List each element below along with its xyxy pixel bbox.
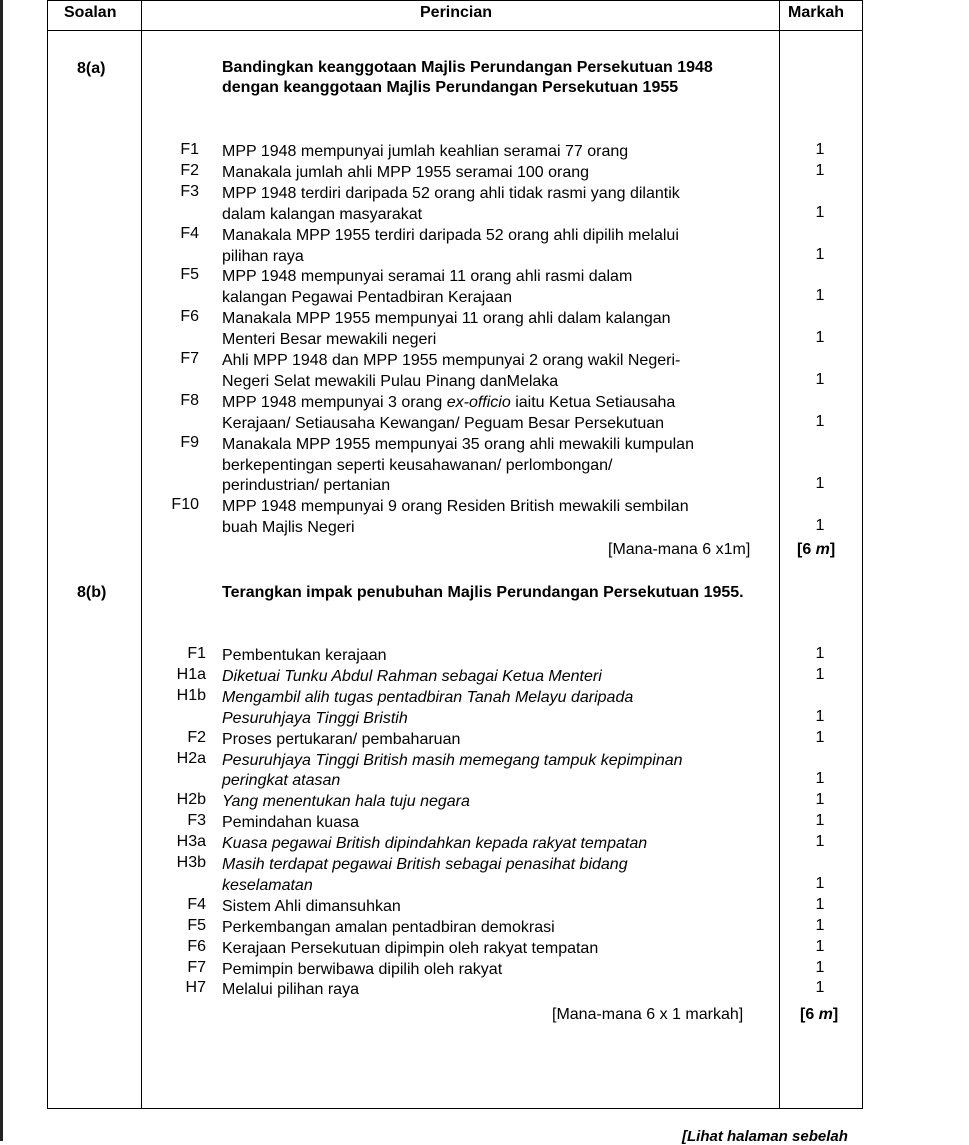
answer-8a-text: Manakala MPP 1955 terdiri daripada 52 orang ahli dipilih melalui bbox=[222, 226, 679, 244]
answer-8b-code: F7 bbox=[187, 958, 206, 976]
answer-8b-code: H3a bbox=[176, 833, 206, 851]
answer-8b-mark: 1 bbox=[815, 979, 825, 997]
answer-8b-code: F4 bbox=[187, 895, 206, 913]
table-top-border bbox=[47, 0, 862, 1]
answer-8a-code: F8 bbox=[180, 391, 199, 409]
answer-8a-text: Kerajaan/ Setiausaha Kewangan/ Peguam Besar Persekutuan bbox=[222, 414, 665, 432]
answer-8b-mark: 1 bbox=[815, 728, 825, 746]
answer-8a-mark: 1 bbox=[815, 475, 825, 493]
header-divider bbox=[47, 30, 862, 31]
answer-8a-mark: 1 bbox=[815, 245, 825, 263]
answer-8b-mark: 1 bbox=[815, 665, 825, 683]
answer-8a-mark: 1 bbox=[815, 161, 825, 179]
answer-8b-text: Melalui pilihan raya bbox=[222, 981, 359, 999]
answer-8b-code: H2b bbox=[176, 791, 206, 809]
answer-8b-mark: 1 bbox=[815, 791, 825, 809]
answer-8a-text: Negeri Selat mewakili Pulau Pinang danMelaka bbox=[222, 372, 559, 390]
answer-8b-mark: 1 bbox=[815, 958, 825, 976]
question-text-8b: Terangkan impak penubuhan Majlis Perundangan Persekutuan 1955. bbox=[222, 584, 744, 601]
answer-8b-text: Mengambil alih tugas pentadbiran Tanah Melayu daripada bbox=[222, 688, 634, 706]
answer-8b-text: Kerajaan Persekutuan dipimpin oleh rakyat tempatan bbox=[222, 939, 599, 957]
answer-8b-mark: 1 bbox=[815, 833, 825, 851]
answer-8b-text: Pemindahan kuasa bbox=[222, 814, 359, 832]
answer-8b-text: peringkat atasan bbox=[222, 772, 341, 790]
left-edge-bar bbox=[0, 0, 3, 1141]
answer-8b-mark: 1 bbox=[815, 937, 825, 955]
answer-8b-text: Diketuai Tunku Abdul Rahman sebagai Ketua Menteri bbox=[222, 667, 602, 685]
total-mark-8a: [6 m] bbox=[797, 541, 836, 558]
question-label-8b: 8(b) bbox=[77, 584, 107, 601]
answer-8a-mark: 1 bbox=[815, 517, 825, 535]
answer-8a-mark: 1 bbox=[815, 287, 825, 305]
answer-8b-mark: 1 bbox=[815, 770, 825, 788]
answer-8b-code: H3b bbox=[176, 854, 206, 871]
answer-8b-mark: 1 bbox=[815, 645, 825, 662]
answer-8a-text: pilihan raya bbox=[222, 247, 304, 265]
answer-8b-text: Yang menentukan hala tuju negara bbox=[222, 793, 470, 811]
answer-8a-text: MPP 1948 mempunyai 9 orang Residen British mewakili sembilan bbox=[222, 498, 689, 516]
answer-8a-text: MPP 1948 mempunyai jumlah keahlian seramai 77 orang bbox=[222, 143, 629, 160]
table-bottom-border bbox=[47, 1108, 862, 1109]
question-text-8a: Bandingkan keanggotaan Majlis Perundangan Persekutuan 1948 dengan keanggotaan Majlis Perundangan Persekutuan 1955 bbox=[222, 59, 713, 96]
table-left-border bbox=[47, 0, 48, 1109]
answer-8a-text: dalam kalangan masyarakat bbox=[222, 205, 423, 223]
answer-8a-code: F2 bbox=[180, 161, 199, 179]
answer-8a-mark: 1 bbox=[815, 412, 825, 430]
answer-8a-code: F5 bbox=[180, 266, 199, 284]
answer-8a-text: MPP 1948 mempunyai seramai 11 orang ahli rasmi dalam bbox=[222, 268, 633, 286]
answer-8a-mark: 1 bbox=[815, 370, 825, 388]
answer-8a-code: F6 bbox=[180, 308, 199, 326]
answer-8b-text: Pemimpin berwibawa dipilih oleh rakyat bbox=[222, 960, 503, 978]
answer-8a-mark: 1 bbox=[815, 141, 825, 158]
answer-8b-code: F5 bbox=[187, 916, 206, 934]
answer-8a-code: F4 bbox=[180, 224, 199, 242]
answer-8b-mark: 1 bbox=[815, 707, 825, 725]
answer-8b-code: F6 bbox=[187, 937, 206, 955]
answer-8a-code: F9 bbox=[180, 433, 199, 451]
answer-8a-code: F3 bbox=[180, 182, 199, 200]
answer-8b-text: Perkembangan amalan pentadbiran demokrasi bbox=[222, 918, 555, 936]
summary-8a: [Mana-mana 6 x1m] bbox=[608, 541, 751, 558]
answer-8a-mark: 1 bbox=[815, 329, 825, 347]
answer-8b-code: F3 bbox=[187, 812, 206, 830]
answer-8a-text: Manakala MPP 1955 mempunyai 11 orang ahli dalam kalangan bbox=[222, 310, 671, 328]
summary-8b: [Mana-mana 6 x 1 markah] bbox=[552, 1006, 744, 1023]
question-label-8a: 8(a) bbox=[77, 60, 106, 77]
answer-8a-text: perindustrian/ pertanian bbox=[222, 477, 391, 495]
answer-8a-code: F1 bbox=[180, 141, 199, 158]
column-divider-1 bbox=[141, 0, 142, 1109]
answer-8a-text: berkepentingan seperti keusahawanan/ perlombongan/ bbox=[222, 456, 613, 474]
table-right-border bbox=[862, 0, 863, 1109]
answer-8a-text: Ahli MPP 1948 dan MPP 1955 mempunyai 2 orang wakil Negeri- bbox=[222, 352, 681, 369]
answer-8a-code: F10 bbox=[171, 496, 199, 514]
answer-8a-text: MPP 1948 mempunyai 3 orang ex-officio iaitu Ketua Setiausaha bbox=[222, 393, 676, 411]
answer-8b-text: Pesuruhjaya Tinggi British masih memegang tampuk kepimpinan bbox=[222, 751, 683, 769]
answer-8b-code: F1 bbox=[187, 645, 206, 662]
answer-8b-text: Kuasa pegawai British dipindahkan kepada rakyat tempatan bbox=[222, 835, 648, 853]
answer-8b-mark: 1 bbox=[815, 874, 825, 892]
answer-8a-text: Manakala jumlah ahli MPP 1955 seramai 100 orang bbox=[222, 163, 590, 181]
answer-8a-text: MPP 1948 terdiri daripada 52 orang ahli tidak rasmi yang dilantik bbox=[222, 184, 680, 202]
header-soalan: Soalan bbox=[64, 4, 117, 21]
answer-8b-code: H1a bbox=[176, 665, 206, 683]
answer-8a-text: Manakala MPP 1955 mempunyai 35 orang ahli mewakili kumpulan bbox=[222, 435, 694, 453]
answer-8b-code: H2a bbox=[176, 749, 206, 767]
column-divider-2 bbox=[779, 0, 780, 1109]
answer-8b-mark: 1 bbox=[815, 895, 825, 913]
answer-8b-text: keselamatan bbox=[222, 876, 313, 894]
answer-8a-text: kalangan Pegawai Pentadbiran Kerajaan bbox=[222, 289, 512, 307]
answer-8b-text: Pembentukan kerajaan bbox=[222, 647, 387, 664]
answer-8a-code: F7 bbox=[180, 350, 199, 367]
answer-8a-text: Menteri Besar mewakili negeri bbox=[222, 331, 437, 349]
answer-8b-code: H1b bbox=[176, 686, 206, 704]
answer-8b-mark: 1 bbox=[815, 916, 825, 934]
page-footer: [Lihat halaman sebelah bbox=[682, 1128, 848, 1145]
answer-8b-text: Pesuruhjaya Tinggi Bristih bbox=[222, 709, 408, 727]
header-perincian: Perincian bbox=[420, 4, 493, 21]
answer-8b-code: F2 bbox=[187, 728, 206, 746]
answer-8b-mark: 1 bbox=[815, 812, 825, 830]
answer-8b-code: H7 bbox=[185, 979, 206, 997]
answer-8b-text: Masih terdapat pegawai British sebagai penasihat bidang bbox=[222, 856, 628, 873]
answer-8a-text: buah Majlis Negeri bbox=[222, 519, 355, 537]
header-markah: Markah bbox=[788, 4, 845, 21]
answer-8a-mark: 1 bbox=[815, 203, 825, 221]
total-mark-8b: [6 m] bbox=[800, 1006, 839, 1023]
answer-8b-text: Sistem Ahli dimansuhkan bbox=[222, 897, 401, 915]
answer-8b-text: Proses pertukaran/ pembaharuan bbox=[222, 730, 461, 748]
